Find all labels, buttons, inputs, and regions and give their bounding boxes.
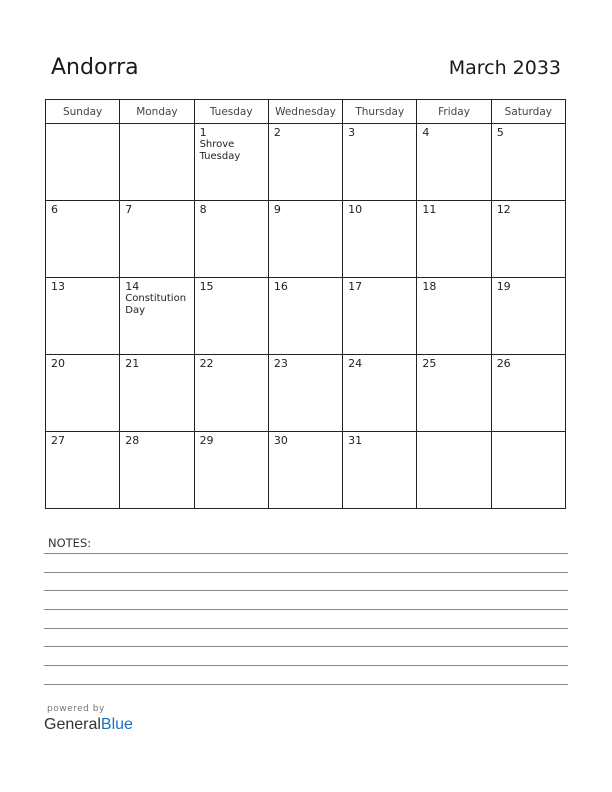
day-cell (46, 432, 120, 509)
day-cell (46, 124, 120, 201)
day-cell (194, 278, 268, 355)
weekday-header: Monday (120, 100, 194, 124)
day-number: 29 (199, 434, 214, 447)
notes-line (44, 553, 568, 554)
day-number: 23 (273, 357, 288, 370)
day-number: 9 (273, 203, 281, 216)
day-cell (268, 432, 342, 509)
brand-blue-text: Blue (100, 716, 133, 733)
notes-line (44, 665, 568, 666)
day-cell (268, 278, 342, 355)
day-number: 4 (422, 126, 430, 139)
day-cell (343, 278, 417, 355)
day-cell (194, 355, 268, 432)
day-cell (120, 201, 194, 278)
day-number: 1 (199, 126, 207, 139)
weekday-header-row (46, 100, 566, 124)
weekday-header: Saturday (491, 100, 565, 124)
day-cell (120, 355, 194, 432)
weekday-header: Sunday (46, 100, 120, 124)
holiday-label: Shrove Tuesday (199, 139, 241, 162)
powered-by-text: powered by (47, 704, 105, 714)
day-number: 11 (422, 203, 437, 216)
generalblue-logo (44, 716, 133, 734)
weekday-header: Wednesday (268, 100, 342, 124)
day-cell (491, 124, 565, 201)
day-number: 6 (51, 203, 58, 216)
day-number: 20 (51, 357, 65, 370)
notes-line (44, 646, 568, 647)
day-number: 14 (125, 280, 140, 293)
day-number: 25 (422, 357, 437, 370)
day-number: 13 (51, 280, 65, 293)
day-cell (268, 355, 342, 432)
day-number: 26 (496, 357, 511, 370)
day-cell (343, 432, 417, 509)
week-row (46, 432, 566, 509)
day-number: 12 (496, 203, 511, 216)
day-cell (491, 355, 565, 432)
day-number: 31 (348, 434, 363, 447)
day-number: 3 (348, 126, 356, 139)
day-number: 7 (125, 203, 133, 216)
day-number: 10 (348, 203, 363, 216)
day-number: 19 (496, 280, 511, 293)
day-number: 5 (496, 126, 504, 139)
day-number: 8 (199, 203, 207, 216)
notes-line (44, 572, 568, 573)
day-number: 27 (51, 434, 65, 447)
day-number: 24 (348, 357, 363, 370)
day-cell (194, 432, 268, 509)
notes-line (44, 590, 568, 591)
weekday-header: Friday (417, 100, 491, 124)
weekday-header: Thursday (343, 100, 417, 124)
calendar-grid (45, 99, 566, 509)
day-number: 21 (125, 357, 140, 370)
notes-line (44, 684, 568, 685)
day-number: 22 (199, 357, 214, 370)
day-cell (417, 355, 491, 432)
day-cell (46, 278, 120, 355)
day-number: 28 (125, 434, 140, 447)
notes-line (44, 609, 568, 610)
day-number: 17 (348, 280, 363, 293)
day-cell (120, 278, 194, 355)
holiday-label: Constitution Day (125, 293, 187, 316)
day-cell (491, 432, 565, 509)
day-cell (268, 124, 342, 201)
month-year-title: March 2033 (448, 57, 561, 79)
notes-label: NOTES: (48, 536, 92, 550)
day-cell (268, 201, 342, 278)
day-cell (46, 201, 120, 278)
day-cell (417, 201, 491, 278)
day-number: 15 (199, 280, 214, 293)
day-cell (417, 124, 491, 201)
weekday-header: Tuesday (194, 100, 268, 124)
week-row (46, 355, 566, 432)
day-cell (343, 201, 417, 278)
day-cell (46, 355, 120, 432)
day-cell (343, 355, 417, 432)
day-number: 2 (273, 126, 281, 139)
day-cell (120, 124, 194, 201)
day-cell (120, 432, 194, 509)
day-cell (491, 278, 565, 355)
day-cell (194, 124, 268, 201)
day-cell (491, 201, 565, 278)
day-number: 16 (273, 280, 288, 293)
day-cell (417, 278, 491, 355)
day-cell (194, 201, 268, 278)
country-title: Andorra (51, 55, 139, 80)
week-row (46, 124, 566, 201)
day-cell (343, 124, 417, 201)
day-cell (417, 432, 491, 509)
brand-general-text: General (44, 716, 101, 733)
notes-line (44, 628, 568, 629)
week-row (46, 201, 566, 278)
week-row (46, 278, 566, 355)
day-number: 30 (273, 434, 288, 447)
day-number: 18 (422, 280, 437, 293)
